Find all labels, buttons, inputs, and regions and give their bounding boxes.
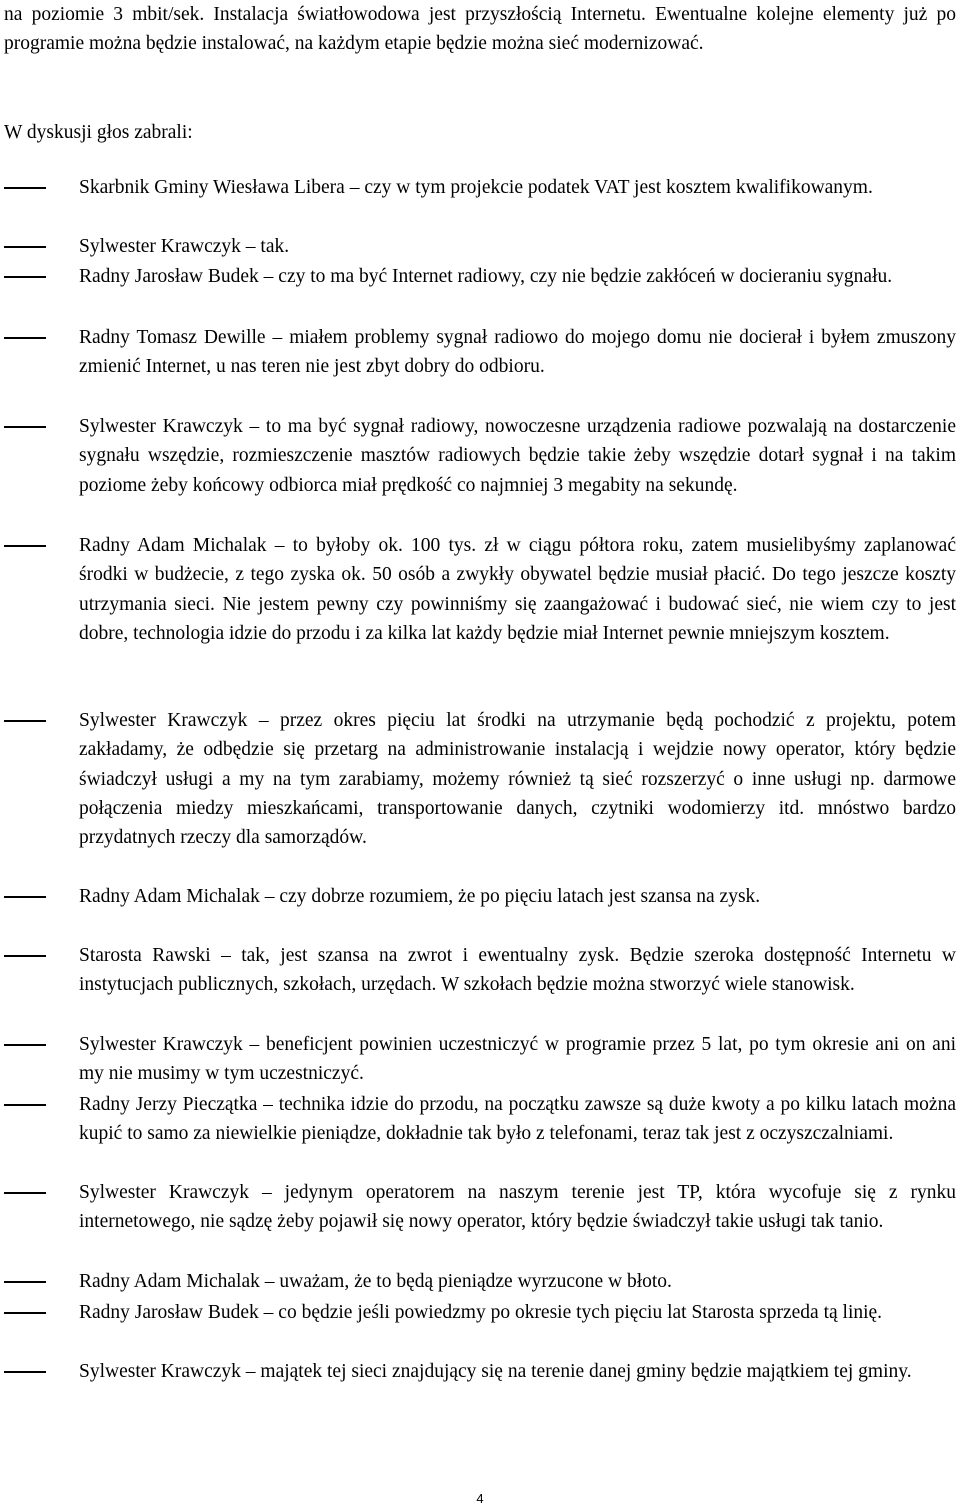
dash-bullet [4,1281,46,1283]
list-item-text: Sylwester Krawczyk – jedynym operatorem na naszym terenie jest TP, która wycofuje się z rynku internetowego, nie sądzę żeby pojawił się nowy operator, który będzie świadczył takie usługi tak tanio. [79,1182,956,1233]
dash-bullet [4,1371,46,1373]
dash-bullet [4,1192,46,1194]
page-number: 4 [476,1491,484,1506]
list-item-text: Sylwester Krawczyk – beneficjent powinien uczestniczyć w programie przez 5 lat, po tym okresie ani on ani my nie musimy w tym uczestniczyć. [79,1034,956,1085]
list-item-text: Sylwester Krawczyk – przez okres pięciu lat środki na utrzymanie będą pochodzić z projektu, potem zakładamy, że odbędzie się przetarg na administrowanie instalacją i wejdzie nowy operator, który będzie świadczył usługi a my na tym zarabiamy, możemy również tą sieć rozszerzyć o inne usługi np. darmowe połączenia miedzy mieszkańcami, transportowanie danych, czytniki wodomierzy itd. mnóstwo bardzo przydatnych rzeczy dla samorządów. [79,710,956,849]
list-item-text: Radny Tomasz Dewille – miałem problemy sygnał radiowo do mojego domu nie docierał i byłem zmuszony zmienić Internet, u nas teren nie jest zbyt dobry do odbioru. [79,327,956,378]
list-item-text: Skarbnik Gminy Wiesława Libera – czy w tym projekcie podatek VAT jest kosztem kwalifikowanym. [79,177,873,198]
dash-bullet [4,426,46,428]
list-item-text: Radny Jerzy Pieczątka – technika idzie do przodu, na początku zawsze są duże kwoty a po kilku latach można kupić to samo za niewielkie pieniądze, dokładnie tak było z telefonami, teraz tak jest z oczyszczalniami. [79,1094,956,1145]
dash-bullet [4,276,46,278]
list-item-text: Starosta Rawski – tak, jest szansa na zwrot i ewentualny zysk. Będzie szeroka dostępność Internetu w instytucjach publicznych, szkołach, urzędach. W szkołach będzie można stworzyć wiele stanowisk. [79,945,956,996]
dash-bullet [4,955,46,957]
list-item-text: Sylwester Krawczyk – majątek tej sieci znajdujący się na terenie danej gminy będzie majątkiem tej gminy. [79,1361,912,1382]
intro-paragraph: na poziomie 3 mbit/sek. Instalacja światłowodowa jest przyszłością Internetu. Ewentualne kolejne elementy już po programie można będzie instalować, na każdym etapie będzie można sieć modernizować. [4,4,956,55]
list-item-text: Radny Jarosław Budek – co będzie jeśli powiedzmy po okresie tych pięciu lat Starosta sprzeda tą linię. [79,1302,883,1323]
dash-bullet [4,545,46,547]
list-item-text: Radny Adam Michalak – uważam, że to będą pieniądze wyrzucone w błoto. [79,1271,672,1292]
dash-bullet [4,1044,46,1046]
dash-bullet [4,1104,46,1106]
dash-bullet [4,720,46,722]
discussion-header: W dyskusji głos zabrali: [4,122,193,143]
list-item-text: Radny Adam Michalak – to byłoby ok. 100 tys. zł w ciągu półtora roku, zatem musielibyśmy zaplanować środki w budżecie, z tego zyska ok. 50 osób a zwykły obywatel będzie musiał płacić. Do tego jeszcze koszty utrzymania sieci. Nie jestem pewny czy powinniśmy się zaangażować i budować sieć, nie wiem czy to jest dobre, technologia idzie do przodu i za kilka lat każdy będzie miał Internet pewnie mniejszym kosztem. [79,535,956,644]
list-item-text: Radny Adam Michalak – czy dobrze rozumiem, że po pięciu latach jest szansa na zysk. [79,886,761,907]
dash-bullet [4,187,46,189]
dash-bullet [4,337,46,339]
dash-bullet [4,1312,46,1314]
dash-bullet [4,246,46,248]
list-item-text: Sylwester Krawczyk – to ma być sygnał radiowy, nowoczesne urządzenia radiowe pozwalają na dostarczenie sygnału wszędzie, rozmieszczenie masztów radiowych będzie takie żeby wszędzie dotarł sygnał i na takim poziome żeby końcowy odbiorca miał prędkość co najmniej 3 megabity na sekundę. [79,416,956,496]
list-item-text: Sylwester Krawczyk – tak. [79,236,290,257]
list-item-text: Radny Jarosław Budek – czy to ma być Internet radiowy, czy nie będzie zakłóceń w docieraniu sygnału. [79,266,893,287]
dash-bullet [4,896,46,898]
